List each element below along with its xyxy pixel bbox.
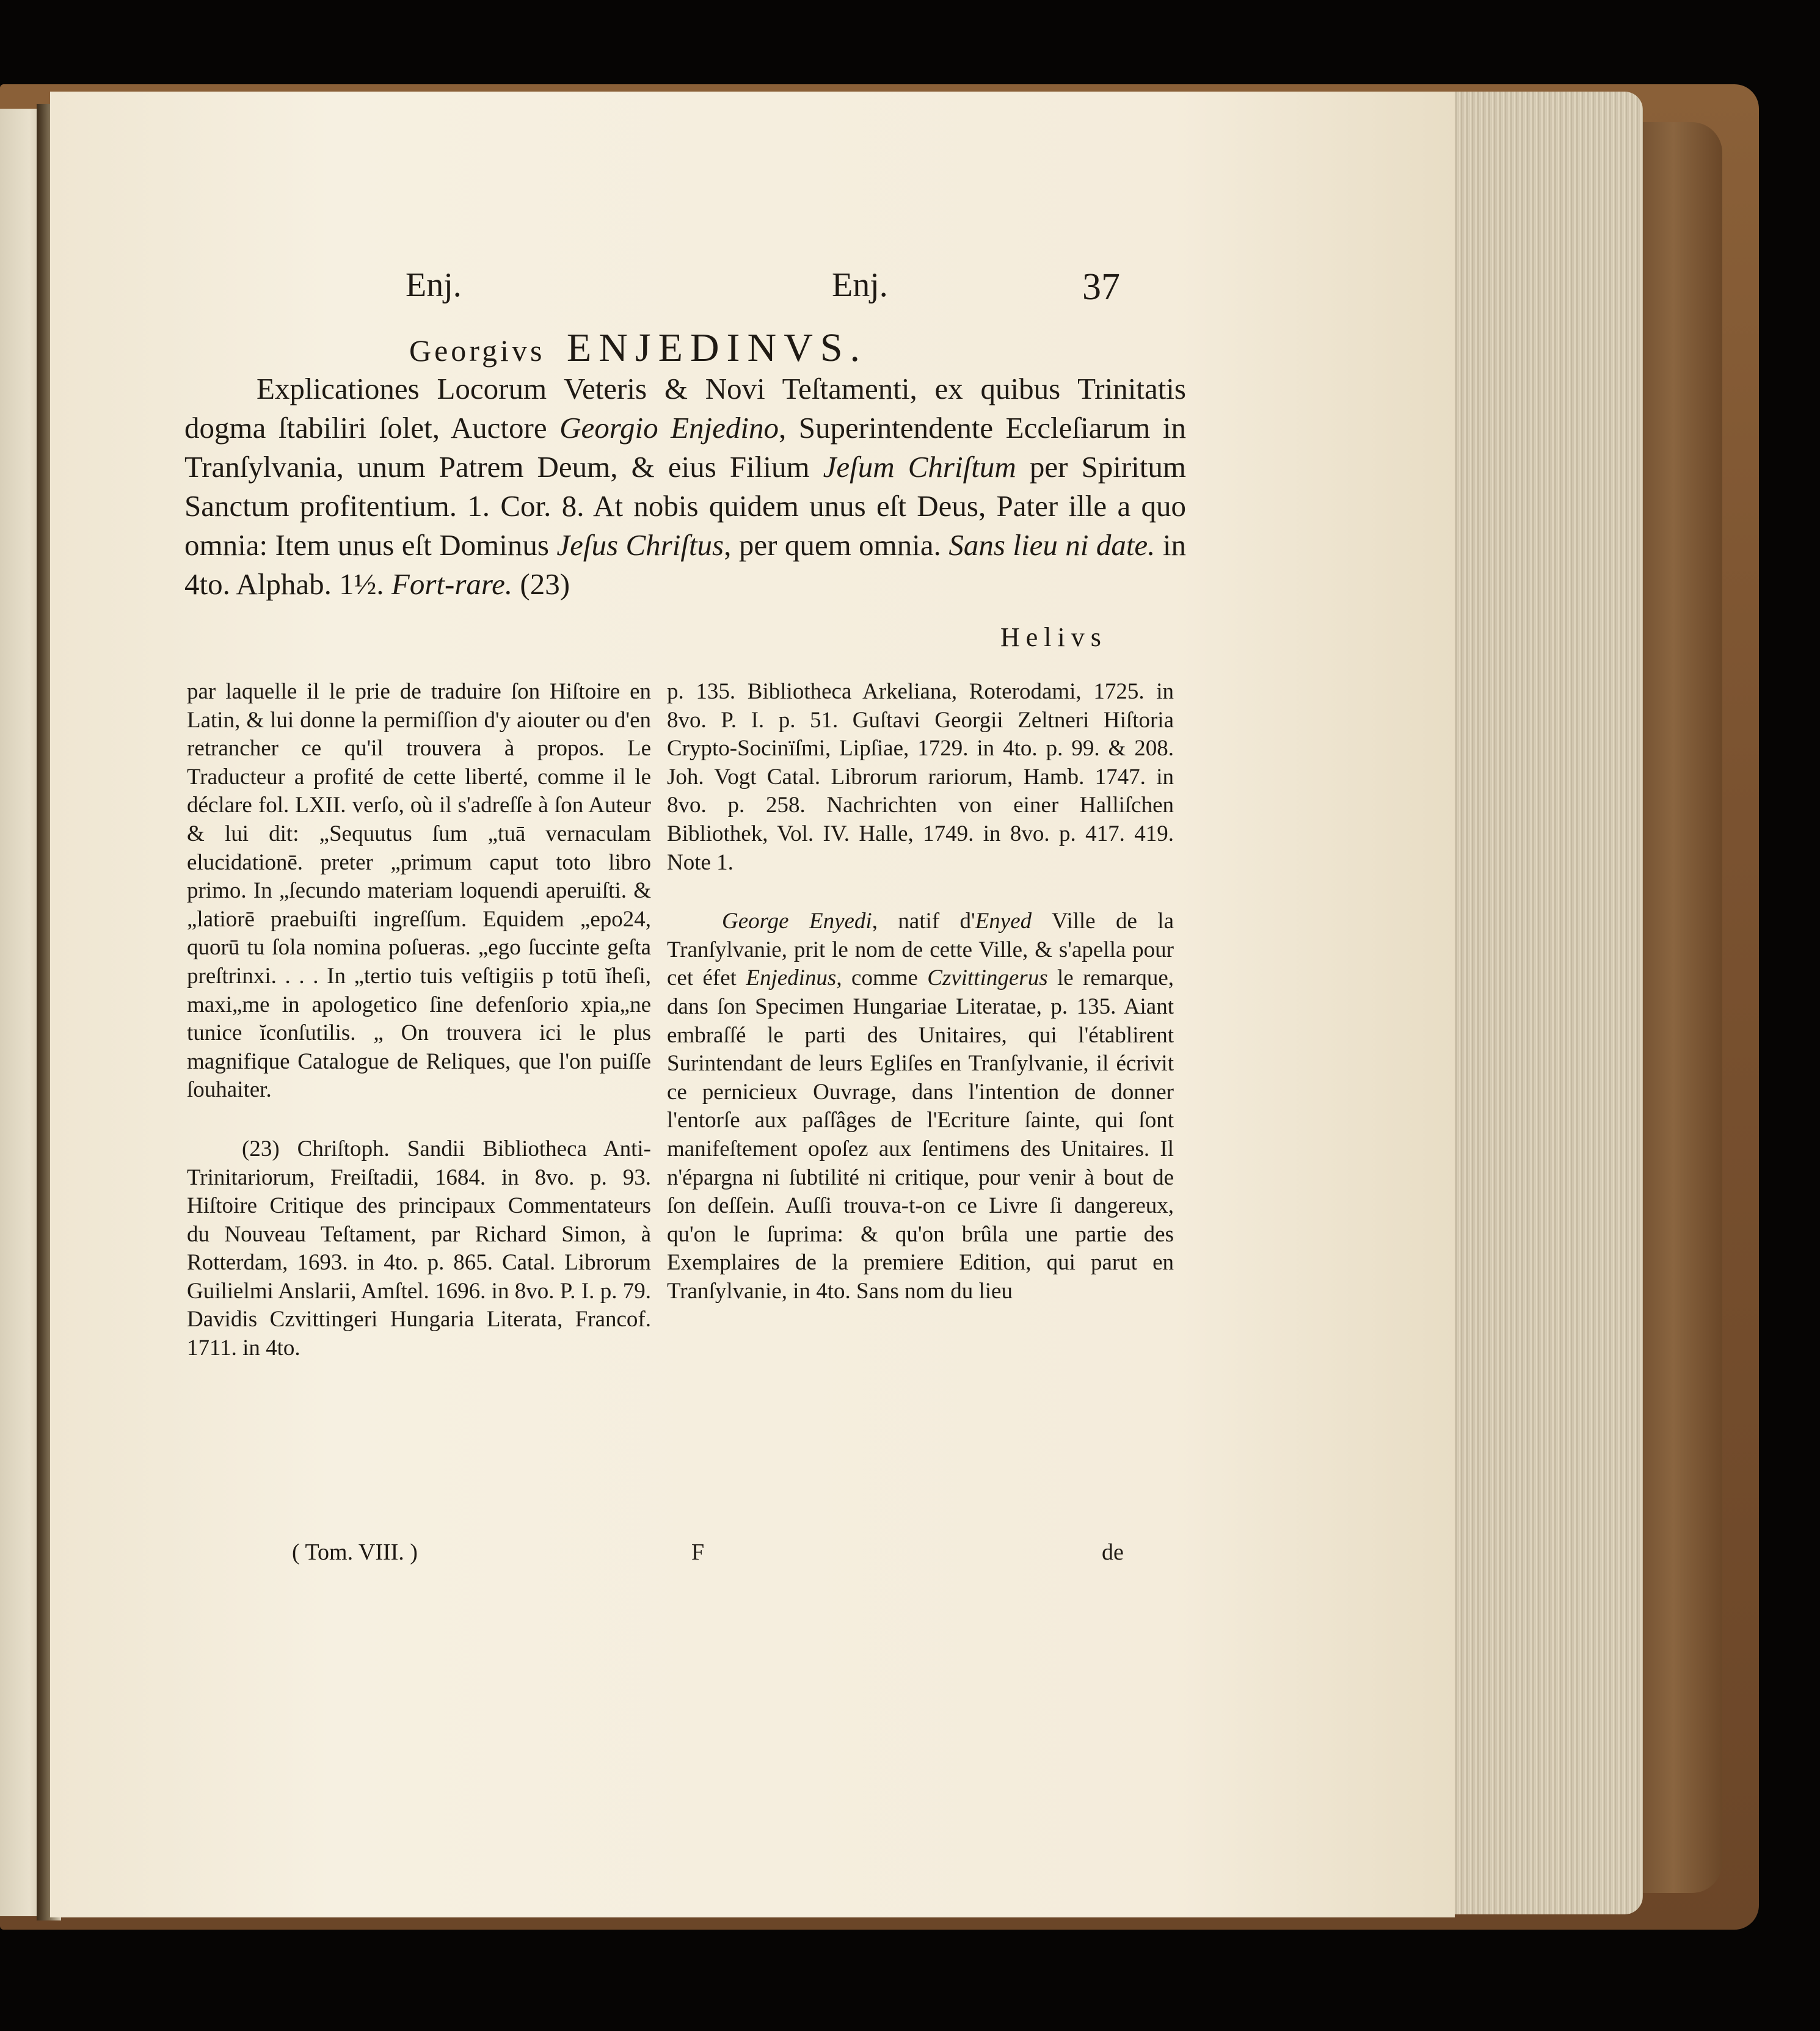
name-italic: Czvittingerus	[927, 965, 1048, 991]
volume-signature: ( Tom. VIII. )	[292, 1539, 418, 1565]
book-page	[50, 92, 1455, 1917]
left-column	[187, 678, 651, 1363]
entry-italic: Jeſum Chriſtum	[823, 450, 1016, 484]
entry-text: per Spiritum Sanctum profitentium. 1. Cor. 8. At nobis quidem unus eſt Deus, Pater ille a quo omnia: Item unus eſt Dominus	[184, 450, 1187, 562]
next-entry-label: Helivs	[1000, 622, 1107, 652]
footnote-paragraph: (23) Chriſtoph. Sandii Bibliotheca Anti-Trinitariorum, Freiſtadii, 1684. in 8vo. p. 93. Hiſtoire Critique des principaux Commentateurs du Nouveau Teſtament, par Richard Simon, à Rotterdam, 1693. in 4to. p. 865. Catal. Librorum Guilielmi Anslarii, Amſtel. 1696. in 8vo. P. I. p. 79. Davidis Czvittingeri Hungaria Literata, Francof. 1711. in 4to.	[187, 1136, 651, 1361]
entry-text: , Superintendente Eccleſiarum in Tranſylvania, unum Patrem Deum, & eius Filium	[184, 411, 1187, 484]
author-last-name: ENJEDINVS.	[566, 325, 868, 370]
running-head-left: Enj.	[406, 266, 462, 304]
name-italic: George Enyedi	[722, 909, 872, 934]
rarity-note: Fort-rare.	[391, 567, 513, 601]
right-column	[667, 678, 1174, 1306]
entry-author-heading	[409, 325, 867, 371]
entry-imprint: Sans lieu ni date.	[948, 528, 1156, 562]
entry-italic: Jeſus Chriſtus	[556, 528, 724, 562]
right-paragraph-2: George Enyedi, natif d'Enyed Ville de la Tranſylvanie, prit le nom de cette Ville, & s'apella pour cet éfet Enjedinus, comme Czvittingerus le remarque, dans ſon Specimen Hungariae Literatae, p. 135. Aiant embraſſé le parti des Unitaires, qui l'établirent Surintendant de leurs Egliſes en Tranſylvanie, il écrivit ce pernicieux Ouvrage, dans l'intention de donner l'entorſe aux paſſâges de l'Ecriture ſainte, qui ſont manifeſtement opoſez aux ſentimens des Unitaires. Il n'épargna ni ſubtilité ni critique, pour venir à bout de ſon deſſein. Auſſi trouva-t-on ce Livre ſi dangereux, qu'on le ſuprima: & qu'on brûla une partie des Exemplaires de la premiere Edition, qui parut en Tranſylvanie, in 4to. Sans nom du lieu	[667, 909, 1174, 1304]
signature-mark: F	[691, 1539, 705, 1565]
entry-text: Explicationes Locorum Veteris & Novi Teſtamenti, ex quibus Trinitatis dogma ſtabiliri ſolet, Auctore	[184, 372, 1186, 445]
page-number: 37	[1082, 266, 1120, 308]
left-paragraph: par laquelle il le prie de traduire ſon Hiſtoire en Latin, & lui donne la permiſſion d'y aiouter ou d'en retrancher ce qu'il trouvera à propos. Le Traducteur a profité de cette liberté, comme il le déclare fol. LXII. verſo, où il s'adreſſe à ſon Auteur & lui dit: „Sequutus ſum „tuā vernaculam elucidationē. preter „primum caput toto libro primo. In „ſecundo materiam loquendi aperuiſti. & „latiorē praebuiſti ingreſſum. Equidem „epo24, quorū tu ſola nomina poſueras. „ego ſuccinte geſta preſtrinxi. . . . In „tertio tuis veſtigiis p totū ĭheſi, maxi„me in apologetico ſine defenſorio xpia„ne tunice ĭconſutilis. „ On trouvera ici le plus magnifique Catalogue de Reliques, que l'on puiſſe ſouhaiter.	[187, 679, 651, 1103]
entry-author-italic: Georgio Enjedino	[559, 411, 779, 445]
author-first-name: Georgivs	[409, 333, 545, 368]
entry-text: in 4to. Alphab. 1½.	[184, 528, 1186, 601]
page-edges	[1441, 92, 1643, 1914]
place-italic: Enyed	[975, 909, 1032, 934]
footnote-ref: (23)	[512, 567, 570, 601]
entry-title	[184, 369, 1186, 604]
name-italic: Enjedinus	[746, 965, 837, 991]
running-head-center: Enj.	[832, 266, 888, 304]
right-paragraph: p. 135. Bibliotheca Arkeliana, Roterodami, 1725. in 8vo. P. I. p. 51. Guſtavi Georgii Zeltneri Hiſtoria Crypto-Socinïſmi, Lipſiae, 1729. in 4to. p. 99. & 208. Joh. Vogt Catal. Librorum rariorum, Hamb. 1747. in 8vo. p. 258. Nachrichten von einer Halliſchen Bibliothek, Vol. IV. Halle, 1749. in 8vo. p. 417. 419. Note 1.	[667, 679, 1174, 875]
entry-text: , per quem omnia.	[724, 528, 949, 562]
catchword: de	[1102, 1539, 1124, 1565]
running-head	[50, 266, 1455, 314]
